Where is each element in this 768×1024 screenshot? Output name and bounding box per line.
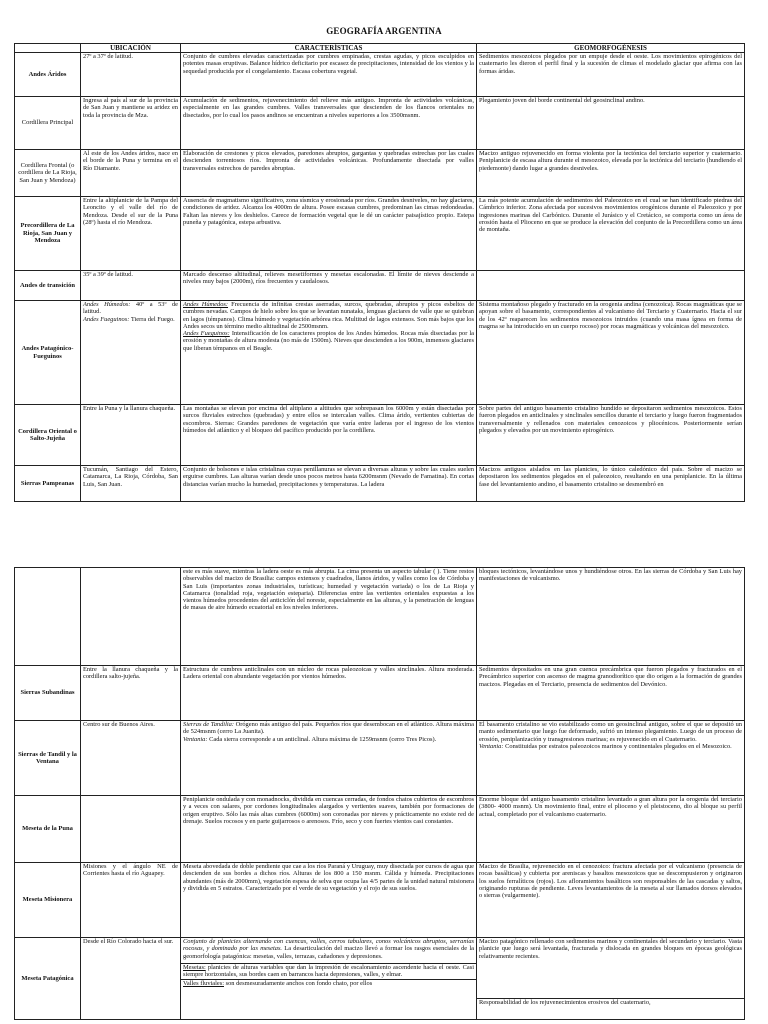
subregion-label: Ventania: (183, 735, 208, 743)
caracteristicas-cell: Estructura de cumbres anticlinales con un núcleo de rocas paleozoicas y valles sinclinales. Altura moderada. Ladera oriental con abundante vegetación por vientos húmedos. (181, 666, 477, 721)
ubicacion-cell: Misiones y el ángulo NE de Corrientes hasta el río Aguapey. (81, 863, 181, 938)
zone-name: Cordillera Principal (15, 97, 81, 150)
subregion-label: Andes Fueguinos: (183, 330, 230, 338)
table-row (15, 197, 745, 271)
zone-name: Andes de transición (15, 271, 81, 301)
ubicacion-cell (81, 568, 181, 666)
caracteristicas-cell (181, 938, 477, 1020)
table-row (15, 150, 745, 197)
zone-name: Meseta Patagónica (15, 938, 81, 1020)
ubicacion-cell: Tucumán, Santiago del Estero, Catamarca, La Rioja, Córdoba, San Luis, San Juan. (81, 466, 181, 502)
subregion-text: son desmesuradamente anchos con fondo chato, por ellos (225, 980, 373, 988)
table-row (15, 97, 745, 150)
caracteristicas-cell: Elaboración de crestones y picos elevados, paredones abruptos, gargantas y quebradas estrechas por las cuales descienden torrentosos ríos. Impronta de actividades volcánicas. Profundamente disectada por valles transversales estrechos de paredes abruptas. (181, 150, 477, 197)
zone-name: Sierras de Tandil y la Ventana (15, 721, 81, 796)
header-geomorfogenesis: GEOMORFOGÉNESIS (477, 44, 745, 53)
zone-name: Andes Patagónico-Fueguinos (15, 301, 81, 405)
table-row (15, 568, 745, 666)
geomorfogenesis-cell: Macizos antiguos aislados en las planicies, lo único caledónico del país. Sobre el macizo se depositaron los sedimentos plegados en el paleozoico, resultando en una peniplanicie. En la última fase del levantamiento andino, el basamento cristalino se desmembró en (477, 466, 745, 502)
geomorfogenesis-cell (477, 271, 745, 301)
subregion-label: Valles fluviales: (183, 980, 224, 988)
caracteristicas-cell (181, 721, 477, 796)
table-row (15, 796, 745, 863)
zone-name: Cordillera Oriental o Salto-Jujeña (15, 405, 81, 466)
subregion-text: planicies de alturas variables que dan la impresión de escalonamiento ascendente hacia el oeste. Casi siempre horizontales, sus bordes caen en barrancos hacia depresiones, valles, y elmar. (183, 963, 474, 979)
zone-name (15, 568, 81, 666)
caracteristicas-cell: Ausencia de magmatismo significativo, zona sísmica y erosionada por ríos. Grandes desniveles, no hay glaciares, condiciones de aridez. Alcanza los 4000m de altura. Posee escasas cumbres, predominan las cimas redondeadas. Faltan las nieves y los deshielos. Carece de formación vegetal que le dé un carácter paisajístico propio. Estepa puneña y patagónica, estepa arbustiva. (181, 197, 477, 271)
geomorfogenesis-cell: Sobre partes del antiguo basamento cristalino hundido se depositaron sedimentos mesozoicos. Estos fueron plegados en anticlinales y sinclinales sencillos durante el terciario y luego fueron fragmentados transversalmente y rellenados con materiales cenozoicos y pliocénicos. Posteriormente serían plegados y elevados por un movimiento epirogénico. (477, 405, 745, 466)
ubicacion-cell: Entre la llanura chaqueña y la cordillera salto-jujeña. (81, 666, 181, 721)
table-row (15, 938, 745, 1020)
geomorfogenesis-text: Constituidas por estratos paleozoicos marinos y continentales plegados en el Mesozoico. (505, 742, 732, 750)
caracteristicas-cell: este es más suave, mientras la ladera oeste es más abrupta. La cima presenta un aspecto tabular ( ). Tiene restos observables del macizo de Brasilia: campos extensos y cuadrados, llanos áridos, y valles como los de Córdoba y San Luis (importantes zonas industriales, turísticas; humedad y vegetación variada) o los de La Rioja y Catamarca (tonalidad roja, vegetación esteparia). Diferencias entre las vertientes orientales expuestas a los vientos húmedos procedentes del anticiclón del noreste, especialmente en las alturas, y la penetración de lenguas de masas de aire húmedo ecuatorial en los niveles inferiores. (181, 568, 477, 666)
header-zone (15, 44, 81, 53)
zone-name: Precordillera de La Rioja, San Juan y Mendoza (15, 197, 81, 271)
ubicacion-cell: 35º a 39º de latitud. (81, 271, 181, 301)
subregion-label: Sierras de Tandilia: (183, 721, 234, 728)
ubicacion-cell: Entre la altiplanicie de la Pampa del Leoncito y el valle del río de Mendoza. Desde el sur de la Puna (28º) hasta el río Mendoza. (81, 197, 181, 271)
geomorfogenesis-text: El basamento cristalino se vio estabilizado como un geosinclinal antiguo, sobre el que se depositó un manto sedimentario que luego fue deformado, sufrió un intenso plegamiento. Luego de un proceso de erosión, peniplanización y transgresiones marinas; es rejuvenecido en el Cuaternario. (479, 721, 742, 743)
subregion-text: Cada sierra corresponde a un anticlinal. Altura máxima de 1259msnm (cerro Tres Picos). (209, 735, 437, 743)
geomorfogenesis-cell (477, 938, 745, 1020)
caracteristicas-cell: Peniplanicie ondulada y con monadnocks, dividida en cuencas cerradas, de fondos chatos cubiertos de escombros y a veces con salares, por cordones longitudinales alargados y vertientes suaves, también por formaciones de origen eruptivo. Sólo las más altas cumbres (6000m) son coronadas por nieves y prácticamente no existe red de drenaje. Suelos rocosos y en parte guijarrosos o arenosos. Frío, seco y con fuertes vientos casi constantes. (181, 796, 477, 863)
geomorfogenesis-text: Responsabilidad de los rejuvenecimientos erosivos del cuaternario, (479, 998, 651, 1006)
table-row (15, 466, 745, 502)
table-row (15, 405, 745, 466)
geomorfogenesis-cell: Plegamiento joven del borde continental del geosinclinal andino. (477, 97, 745, 150)
ubicacion-cell: Desde el Río Colorado hacia el sur. (81, 938, 181, 1020)
ubicacion-cell: 27º a 37º de latitud. (81, 53, 181, 97)
geomorfogenesis-cell: bloques tectónicos, levantándose unos y hundiéndose otros. En las sierras de Córdoba y San Luis hay manifestaciones de vulcanismo. (477, 568, 745, 666)
ubicacion-cell: Entre la Puna y la llanura chaqueña. (81, 405, 181, 466)
ubicacion-cell (81, 796, 181, 863)
zone-name: Cordillera Frontal (o cordillera de La Rioja, San Juan y Mendoza) (15, 150, 81, 197)
ubicacion-cell (81, 301, 181, 405)
table-row (15, 301, 745, 405)
page-break (0, 520, 768, 566)
subregion-text: Intensificación de los caracteres propios de los Andes húmedos. Rocas más disectadas por la erosión y montañas de altura modesta (no más de 1500m). Nieves que descienden a los 900m, inmensos glaciares que liberan témpanos en el Beagle. (183, 330, 474, 352)
geomorfogenesis-cell: Enorme bloque del antiguo basamento cristalino levantado a gran altura por la orogenia del terciario (3800- 4000 msnm). Un movimiento final, entre el plioceno y el pleistoceno, dio al bloque su perfil actual, completado por el vulcanismo cuaternario. (477, 796, 745, 863)
table-row (15, 666, 745, 721)
subregion-text: Orógeno más antiguo del país. Pequeños ríos que desembocan en el atlántico. Altura máxima de 524msnm (cerro La Juanita). (183, 721, 474, 736)
caracteristicas-cell: Marcado descenso altitudinal, relieves mesetiformes y mesetas escalonadas. El límite de nieves desciende a niveles muy bajos (2000m), ríos frecuentes y caudalosos. (181, 271, 477, 301)
caracteristicas-intro: Conjunto de planicies alternando con cuencas, valles, cerros tabulares, conos volcánicos abruptos, serranías rocosas, y dominado por las mesetas. (183, 938, 474, 953)
ubicacion-cell: Centro sur de Buenos Aires. (81, 721, 181, 796)
ubicacion-cell: Ingresa al país al sur de la provincia de San Juan y mantiene su aridez en toda la provincia de Mza. (81, 97, 181, 150)
caracteristicas-cell: Meseta abovedada de doble pendiente que cae a los ríos Paraná y Uruguay, muy disectada por cursos de agua que descienden de sus bordes a dichos ríos. Alturas de los 800 a 150 msnm. Cálida y húmeda. Precipitaciones abundantes (más de 2000mm), vegetación espesa de selva que ocupa las 4/5 partes de la unidad natural misionera y dividida en 5 estratos. Caracterizado por el verde de su vegetación y el rojo de sus suelos. (181, 863, 477, 938)
table-row (15, 53, 745, 97)
caracteristicas-cell: Acumulación de sedimentos, rejuvenecimiento del relieve más antiguo. Impronta de actividades volcánicas, especialmente en las grandes cumbres. Valles transversales que descienden de los flancos orientales no disectados, por lo cual los pasos andinos se encuentran a niveles superiores a los 3500msnm. (181, 97, 477, 150)
ubicacion-text: Tierra del Fuego. (130, 315, 175, 323)
geomorfogenesis-cell: Macizo de Brasilia, rejuvenecido en el cenozoico: fractura afectada por el vulcanismo (presencia de rocas basálticas) y cubierta por areniscas y basaltos mesozoicos que se descompusieron y originaron los suelos ferralíticos (rojos). Los afloramientos basálticos son responsables de las cascadas y saltos, originando rupturas de pendiente. Leves levantamientos de la meseta al sur llamados dorsos elevados o sierras (vulgarmente). (477, 863, 745, 938)
subregion-label: Andes Húmedos: (183, 301, 229, 308)
zone-name: Sierras Pampeanas (15, 466, 81, 502)
zone-name: Sierras Subandinas (15, 666, 81, 721)
geomorfogenesis-cell: Sedimentos mesozoicos plegados por un empuje desde el oeste. Los movimientos epirogénicos del cuaternario les dieron el perfil final y la sucesión de climas el modelado glaciar que afirma con las formas áridas. (477, 53, 745, 97)
ubicacion-label: Andes Fueguinos: (83, 315, 130, 323)
table-row (15, 721, 745, 796)
zone-name: Meseta Misionera (15, 863, 81, 938)
table-row (15, 271, 745, 301)
geomorfogenesis-text: Macizo patagónico rellenado con sedimentos marinos y continentales del secundario y terciario. Vasta planicie que luego será levantada, fracturada y dislocada en grandes bloques en épocas geológicas relativamente recientes. (479, 938, 742, 960)
caracteristicas-cell: Las montañas se elevan por encima del altiplano a altitudes que sobrepasan los 6000m y están disectadas por surcos fluviales estrechos (quebradas) y entre ellos se intercalan valles. Clima árido, vertientes cubiertas de escombros. Sierras: Grandes paredones de vegetación que varía entre laderas por el ingreso de los vientos húmedos del atlántico y el bloqueo del pacífico producido por la cordillera. (181, 405, 477, 466)
subregion-label: Ventania: (479, 742, 504, 750)
zone-name: Andes Áridos (15, 53, 81, 97)
zone-name: Meseta de la Puna (15, 796, 81, 863)
table-row (15, 863, 745, 938)
geomorfogenesis-cell: Sedimentos depositados en una gran cuenca precámbrica que fueron plegados y fracturados en el Precámbrico superior con ascenso de magma granodiorítico que dio origen a la formación de grandes macizos. Plegadas en el Terciario, presencia de sedimentos del Devónico. (477, 666, 745, 721)
caracteristicas-cell: Conjunto de bolsones e islas cristalinas cuyas penillanuras se elevan a diversas alturas y sobre las cuales suelen erguirse cumbres. Las alturas varían desde unos pocos metros hasta 6200msnm (Nevado de Famatina). En cortas distancias varían mucho la humedad, precipitaciones y temperaturas. La ladera (181, 466, 477, 502)
header-ubicacion: UBICACIÓN (81, 44, 181, 53)
ubicacion-cell: Al este de los Andes áridos, nace en el borde de la Puna y termina en el Río Diamante. (81, 150, 181, 197)
caracteristicas-text: La desarticulación del macizo llevó a formar los rasgos esenciales de la geomorfología patagónica: mesetas, valles, terrazas, cañadones y depresiones. (183, 945, 475, 960)
subregion-text: Frecuencia de infinitas crestas aserradas, surcos, quebradas, abruptos y picos esbeltos de cumbres nevadas. Campos de hielo sobre los que se levantan nunataks, lenguas glaciares de valle que se quiebran en lagos (témpanos). Clima húmedo y vegetación arbórea rica. Multitud de lagos extensos. Son más bajos que los Andes secos un término medio altitudinal de 2500msnm. (183, 301, 474, 330)
table-header-row (15, 44, 745, 53)
subregion-label: Mesetas: (183, 963, 206, 971)
caracteristicas-cell (181, 301, 477, 405)
geomorfogenesis-cell: Macizo antiguo rejuvenecido en forma violenta por la tectónica del terciario superior y cuaternario. Peniplanicie de escasa altura durante el mesozoico, elevada por la tectónica del terciario (hundiendo el piedemonte) dando lugar a grandes desniveles. (477, 150, 745, 197)
document-title: GEOGRAFÍA ARGENTINA (326, 26, 442, 36)
geography-table-page-2 (14, 567, 745, 1020)
geomorfogenesis-cell: Sistema montañoso plegado y fracturado en la orogenia andina (cenozoica). Rocas magmáticas que se apoyan sobre el basamento, correspondientes al vulcanismo del Terciario y Cuaternario. Hacia el sur de los 42º reaparecen los sedimentos mesozoicos intruidos (cuando una masa ígnea en forma de magma se ha introducido en un cuerpo rocoso) por rocas magmáticas y volcánicas del mesozoico. (477, 301, 745, 405)
geomorfogenesis-cell: La más potente acumulación de sedimentos del Paleozoico en el cual se han identificado piedras del Cámbrico inferior. Zona afectada por sucesivos movimientos orogénicos durante el Paleozoico y por ingresiones marinas del Carbónico. Durante el Jurásico y el Cretácico, se comporta como un área de erosión hasta el Plioceno en que se produce la elevación del conjunto de la Precordillera como un área de montaña. (477, 197, 745, 271)
caracteristicas-cell: Conjunto de cumbres elevadas caracterizadas por cumbres empinadas, crestas agudas, y picos esculpidos en potentes masas eruptivas. Balance hídrico deficitario por escasez de precipitaciones, intensidad de los vientos y la sequedad producida por el congelamiento. Escasa cobertura vegetal. (181, 53, 477, 97)
geography-table-page-1 (14, 43, 745, 502)
ubicacion-text: 40º a 53º de latitud. (83, 301, 178, 316)
geomorfogenesis-cell (477, 721, 745, 796)
header-caracteristicas: CARACTERÍSTICAS (181, 44, 477, 53)
ubicacion-label: Andes Húmedos: (83, 301, 131, 308)
